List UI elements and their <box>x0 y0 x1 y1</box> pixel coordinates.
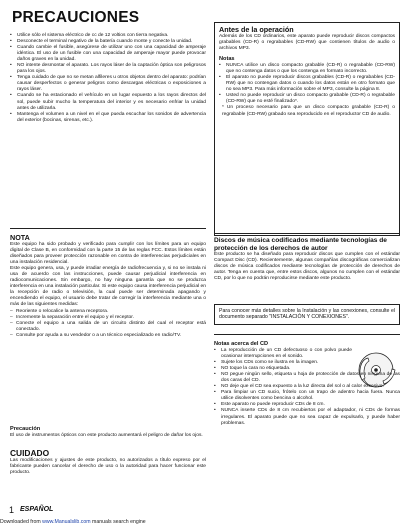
list-item: • Este aparato no puede reproducir CDs de 8 cm. <box>214 402 400 408</box>
list-item: • Usted no puede reproducir un disco compacto grabable (CD-R) o regrabable (CD-RW) que no esté finalizado*. <box>219 93 395 105</box>
cuidado-text: Las modificaciones y ajustes de este producto, no autorizados a título expreso por el fabricante pueden cancelar el derecho de uso o la autoridad para hacer funcionar este producto. <box>10 458 206 476</box>
list-item: – Incremente la separación entre el equipo y el receptor. <box>10 315 206 321</box>
list-item: – Reoriente o relocalice la antena receptora. <box>10 309 206 315</box>
notas-cd-heading: Notas acerca del CD <box>214 341 269 347</box>
list-item: • Cuando se ha estacionado el vehículo en un lugar expuesto a los rayos directos del sol, puede subir mucho la temperatura del interior y es necesario enfriar la unidad antes de utilizarla. <box>10 93 206 111</box>
notas-footnote: * Un proceso necesario para que un disco compacto grabable (CD-R) o regrabable (CD-RW) grabado sea reproducido en el reproductor CD de audio. <box>222 105 395 117</box>
list-item: • Tenga cuidado de que no se metan alfileres u otros objetos dentro del aparato: podrían causar desperfectos o generar peligros como descargas eléctricas o exposiciones a rayos láser. <box>10 75 206 93</box>
divider <box>214 334 400 335</box>
list-item: • La reproducción de un CD defectuoso o con polvo puede ocasionar interrupciones en el sonido. <box>214 348 400 360</box>
discos-section <box>214 237 400 282</box>
discos-heading: Discos de música codificados mediante tecnologías de protección de los derechos de autor <box>214 237 387 252</box>
installation-note-box <box>214 304 400 325</box>
precaucion-section <box>10 426 206 439</box>
precaucion-text: El uso de instrumentos ópticos con este producto aumentará el peligro de dañar los ojos. <box>10 433 203 438</box>
download-suffix: manuals search engine <box>92 519 146 525</box>
list-item: • El aparato no puede reproducir discos grabables (CD-R) o regrabables (CD-RW) que no contengan datos o cuando los datos están en otro formato que no sea MP3. Para más información sobre el MP3, consulte la página 8. <box>219 75 395 93</box>
divider <box>10 228 206 229</box>
nota-paragraph: Este equipo ha sido probado y verificado para cumplir con los límites para un equipo digital de Clase B, en conformidad con la parte 15 de las reglas FCC. Estos límites están diseñados para proveer protección razonable en contra de interferencias perjudiciales en una instalación residencial. <box>10 242 206 266</box>
precaucion-heading: Precaución <box>10 426 41 432</box>
page-number: 1 <box>9 505 15 515</box>
cuidado-heading: CUIDADO <box>10 448 50 458</box>
nota-section <box>10 234 206 339</box>
list-item: • Sujete los CDs como se ilustra en la imagen. <box>214 360 400 366</box>
manualslib-link[interactable]: www.Manualslib.com <box>42 519 91 525</box>
antes-text: Además de los CD ordinarios, este aparato puede reproducir discos compactos grabables (CD-R) o regrabables (CD-RW) que contienen títulos de audio o archivos MP3. <box>219 34 395 52</box>
language-label: ESPAÑOL <box>20 506 54 513</box>
nota-measures-list <box>10 309 206 339</box>
notas-list <box>219 63 395 105</box>
antes-heading: Antes de la operación <box>219 25 294 34</box>
divider <box>214 233 400 234</box>
list-item: • Desconecte el terminal negativo de la batería cuando monte y conecte la unidad. <box>10 39 206 45</box>
cuidado-section <box>10 449 206 476</box>
discos-text: Este producto se ha diseñado para reproducir discos que cumplen con el estándar Compact Disc (CD). Recientemente, algunas compañías discográficas comercializan discos de música codificados mediante tecnologías de protección de derechos de autor. Tenga en cuenta que, entre estos discos, algunos no cumplen con el estándar CD, por lo que no podrán reproducirse mediante este producto. <box>214 252 400 282</box>
list-item: • NUNCA inserte CDs de 8 cm recubiertos por el adaptador, ni CDs de formas irregulares. El aparato puede que no sea capaz de expulsarlo, y puede haber problemas. <box>214 408 400 426</box>
list-item: • NO pegue ningún sello, etiqueta u hoja de protección de datos en ninguna de las dos caras del CD. <box>214 372 400 384</box>
list-item: • Utilice sólo el sistema eléctrico de cc de 12 voltios con tierra negativa. <box>10 33 206 39</box>
installation-note-text: Para conocer más detalles sobre la Instalación y las conexiones, consulte el documento separado "INSTALACIÓN Y CONEXIONES". <box>219 308 395 321</box>
list-item: • NUNCA utilice un disco compacto grabable (CD-R) o regrabable (CD-RW) que no contenga datos o que los contenga en formato incorrecto. <box>219 63 395 75</box>
list-item: • NO deje que el CD sea expuesto a la luz directa del sol o al calor excesivo. <box>214 384 400 390</box>
download-prefix: Downloaded from <box>0 519 41 525</box>
nota-paragraph: Este equipo genera, usa, y puede irradiar energía de radiofrecuencia y, si no se instala ni usa de acuerdo con las instrucciones, puede causar perjudicial interferencia en radiocomunicaciones. Sin embargo, no hay ninguna garantía que no se produzca interferencia en una instalación particular. Si este equipo causa interferencia perjudicial en la recepción de radio o televisión, la cual puede ser determinada apagando y encendiendo el equipo, el usuario debe tratar de corregir la interferencia mediante una o más de las siguientes medidas: <box>10 266 206 308</box>
list-item: • NO intente desmontar el aparato. Los rayos láser de la captación óptica son peligrosos para los ojos. <box>10 63 206 75</box>
list-item: • Para limpiar un CD sucio, frótelo con un trapo de adentro hacia fuera. Nunca utilice disolventes como bencina o alcohol. <box>214 390 400 402</box>
list-item: • Mantenga el volumen a un nivel en el que pueda escuchar los sonidos de advertencia del exterior (bocinas, sirenas, etc.). <box>10 112 206 124</box>
list-item: • Cuando cambie el fusible, asegúrese de utilizar uno con una capacidad de amperaje idéntica. El uso de un fusible con una capacidad de amperaje mayor puede provocar daños graves en la unidad. <box>10 45 206 63</box>
list-item: • NO toque la cara no etiquetada. <box>214 366 400 372</box>
list-item: – Consulte por ayuda a su vendedor o a un técnico especializado en radio/TV. <box>10 333 206 339</box>
list-item: – Conecte el equipo a una salida de un circuito distinto del cual el receptor está conectado. <box>10 321 206 333</box>
nota-heading: NOTA <box>10 233 30 242</box>
antes-box <box>214 22 400 236</box>
notas-cd-section <box>214 341 400 427</box>
page-title: PRECAUCIONES <box>12 9 140 26</box>
notas-heading: Notas <box>219 56 235 63</box>
download-footer <box>0 519 146 525</box>
notas-cd-list <box>214 348 400 427</box>
precautions-list <box>10 33 206 124</box>
